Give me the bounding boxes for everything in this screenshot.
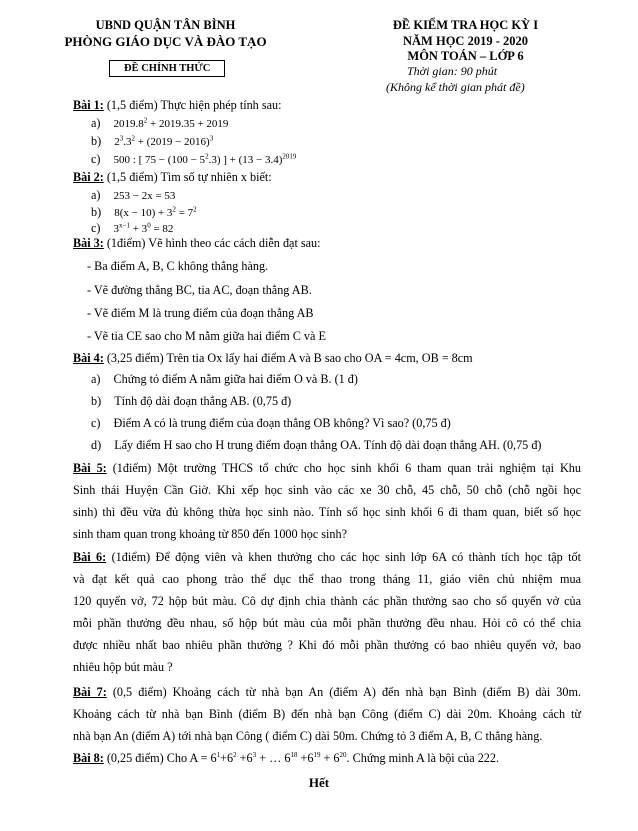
bai4-item-c bbox=[91, 416, 451, 431]
bai1-c-expr: 500 : [ $75 - (100 - 5^2.3)$ ] + $(13 - 3.4)^{2019}$ bbox=[113, 152, 297, 166]
bai8-series: $^1+6^2 +6^3$ + … $6^{18} +6^{19} + 6^{20}$ bbox=[216, 750, 347, 765]
bai3-heading bbox=[73, 236, 321, 251]
bai8-text-pre: (0,25 điểm) Cho A = 6 bbox=[103, 751, 217, 765]
bai2-c-label: c) bbox=[91, 221, 101, 235]
header-department: PHÒNG GIÁO DỤC VÀ ĐÀO TẠO bbox=[64, 34, 267, 49]
bai4-item-b bbox=[91, 394, 291, 409]
bai4-d-label: d) bbox=[91, 438, 102, 452]
bai3-text: (1điểm) Vẽ hình theo các cách diễn đạt sau: bbox=[103, 236, 321, 250]
bai2-label: Bài 2: bbox=[73, 170, 104, 184]
exam-time: Thời gian: 90 phút bbox=[407, 64, 498, 78]
bai1-b-label: b) bbox=[91, 134, 102, 148]
bai8-line bbox=[73, 751, 499, 766]
bai2-a-expr: 253 − 2x = 53 bbox=[113, 190, 176, 202]
bai4-text: (3,25 điểm) Trên tia Ox lấy hai điểm A và B sao cho OA = 4cm, OB = 8cm bbox=[103, 351, 473, 365]
bai2-text: (1,5 điểm) Tìm số tự nhiên x biết: bbox=[103, 170, 272, 184]
bai4-d-text: Lấy điểm H sao cho H trung điểm đoạn thẳng OA. Tính độ dài đoạn thẳng AH. (0,75 đ) bbox=[114, 438, 542, 452]
bai1-a-expr: $2019.8^2 + 2019.35 + 2019$ bbox=[113, 116, 229, 130]
official-label: ĐỀ CHÍNH THỨC bbox=[109, 60, 225, 77]
bai6-line: nhiêu hộp bút màu ? bbox=[73, 660, 173, 674]
bai6-line: và đạt kết quả cao phong trào thể dục thể thao trong tháng 11, giáo viên chủ nhiệm mua bbox=[73, 572, 581, 586]
bai4-a-text: Chứng tỏ điểm A nằm giữa hai điểm O và B. (1 đ) bbox=[113, 372, 358, 386]
bai7-label: Bài 7: bbox=[73, 685, 107, 699]
bai6-line bbox=[73, 550, 581, 565]
bai3-item: - Vẽ đường thẳng BC, tia AC, đoạn thẳng AB. bbox=[87, 283, 312, 297]
bai6-line: được nhiều nhất bao nhiêu phần thưởng ? Khi đó mỗi phần thưởng có bao nhiêu quyển vở, bao bbox=[73, 638, 581, 652]
bai5-text: (1điểm) Một trường THCS tổ chức cho học sinh khối 6 tham quan trải nghiệm tại Khu bbox=[106, 461, 581, 475]
bai6-text: (1điểm) Để động viên và khen thưởng cho các học sinh lớp 6A có thành tích học tập tốt bbox=[106, 550, 581, 564]
bai4-label: Bài 4: bbox=[73, 351, 104, 365]
bai2-a-label: a) bbox=[91, 188, 101, 202]
header-authority: UBND QUẬN TÂN BÌNH bbox=[95, 18, 236, 32]
bai2-c bbox=[91, 221, 173, 236]
bai6-line: mỗi phần thưởng đều nhau, số hộp bút màu của mỗi phần thưởng đều nhau. Hỏi cô có thể chia bbox=[73, 616, 581, 630]
bai3-item: - Ba điểm A, B, C không thẳng hàng. bbox=[87, 259, 269, 273]
bai3-item: - Vẽ điểm M là trung điểm của đoạn thẳng AB bbox=[87, 306, 314, 320]
bai4-b-label: b) bbox=[91, 394, 102, 408]
bai1-heading bbox=[73, 98, 281, 113]
bai4-item-a bbox=[91, 372, 358, 387]
bai8-text-end: . Chứng minh A là bội của 222. bbox=[346, 751, 500, 765]
bai6-line: 120 quyển vở, 72 hộp bút màu. Cô dự định chia thành các phần thưởng sao cho số quyển vở của bbox=[73, 594, 581, 608]
bai5-line bbox=[73, 461, 581, 476]
bai5-line: sinh) thì đều vừa đủ không thừa học sinh nào. Tính số học sinh khối 6 đi tham quan, biết số học bbox=[73, 505, 581, 519]
official-box bbox=[109, 58, 225, 76]
bai2-b bbox=[91, 205, 197, 220]
bai1-c bbox=[91, 152, 296, 167]
bai3-label: Bài 3: bbox=[73, 236, 104, 250]
bai6-label: Bài 6: bbox=[73, 550, 107, 564]
bai7-line: Khoảng cách từ nhà bạn Bình (điểm B) đến nhà bạn Công (điểm C) dài 20m. Khoảng cách từ bbox=[73, 707, 581, 721]
bai1-label: Bài 1: bbox=[73, 98, 104, 112]
bai7-line: nhà bạn An (điểm A) tới nhà bạn Công ( điểm C) dài 50m. Chứng tỏ 3 điểm A, B, C thẳng hàng. bbox=[73, 729, 543, 743]
bai5-line: Sinh thái Huyện Cần Giờ. Khi xếp học sinh vào các xe 30 chỗ, 45 chỗ, 50 chỗ (chỗ ngồi học bbox=[73, 483, 581, 497]
bai7-text: (0,5 điểm) Khoảng cách từ nhà bạn An (điểm A) đến nhà bạn Bình (điểm B) dài 30m. bbox=[106, 685, 581, 699]
bai1-a bbox=[91, 116, 228, 131]
bai2-heading bbox=[73, 170, 272, 185]
bai4-c-text: Điểm A có là trung điểm của đoạn thẳng OB không? Vì sao? (0,75 đ) bbox=[113, 416, 451, 430]
bai1-b bbox=[91, 134, 213, 149]
exam-note: (Không kể thời gian phát đề) bbox=[386, 80, 525, 94]
bai1-c-label: c) bbox=[91, 152, 101, 166]
bai7-line bbox=[73, 685, 581, 700]
bai2-b-label: b) bbox=[91, 205, 102, 219]
bai5-label: Bài 5: bbox=[73, 461, 107, 475]
bai4-item-d bbox=[91, 438, 541, 453]
bai2-c-expr: $3^{x-1} + 3^0 = 82$ bbox=[113, 221, 174, 235]
subject: MÔN TOÁN – LỚP 6 bbox=[407, 49, 524, 63]
bai1-text: (1,5 điểm) Thực hiện phép tính sau: bbox=[103, 98, 282, 112]
bai3-item: - Vẽ tia CE sao cho M nằm giữa hai điểm C và E bbox=[87, 329, 326, 343]
bai4-b-text: Tính độ dài đoạn thẳng AB. (0,75 đ) bbox=[114, 394, 292, 408]
school-year: NĂM HỌC 2019 - 2020 bbox=[403, 34, 528, 48]
bai2-b-expr: $8(x - 10) + 3^2 = 7^2$ bbox=[114, 205, 197, 219]
bai5-line: sinh tham quan trong khoảng từ 850 đến 1000 học sinh? bbox=[73, 527, 348, 541]
bai1-b-expr: $2^3.3^2 + (2019 - 2016)^3$ bbox=[114, 134, 214, 148]
bai1-a-label: a) bbox=[91, 116, 101, 130]
bai4-heading bbox=[73, 351, 473, 366]
end-marker: Hết bbox=[308, 775, 330, 790]
bai8-label: Bài 8: bbox=[73, 751, 104, 765]
bai4-c-label: c) bbox=[91, 416, 101, 430]
bai4-a-label: a) bbox=[91, 372, 101, 386]
exam-title: ĐỀ KIỂM TRA HỌC KỲ I bbox=[392, 18, 539, 32]
bai2-a bbox=[91, 188, 175, 203]
